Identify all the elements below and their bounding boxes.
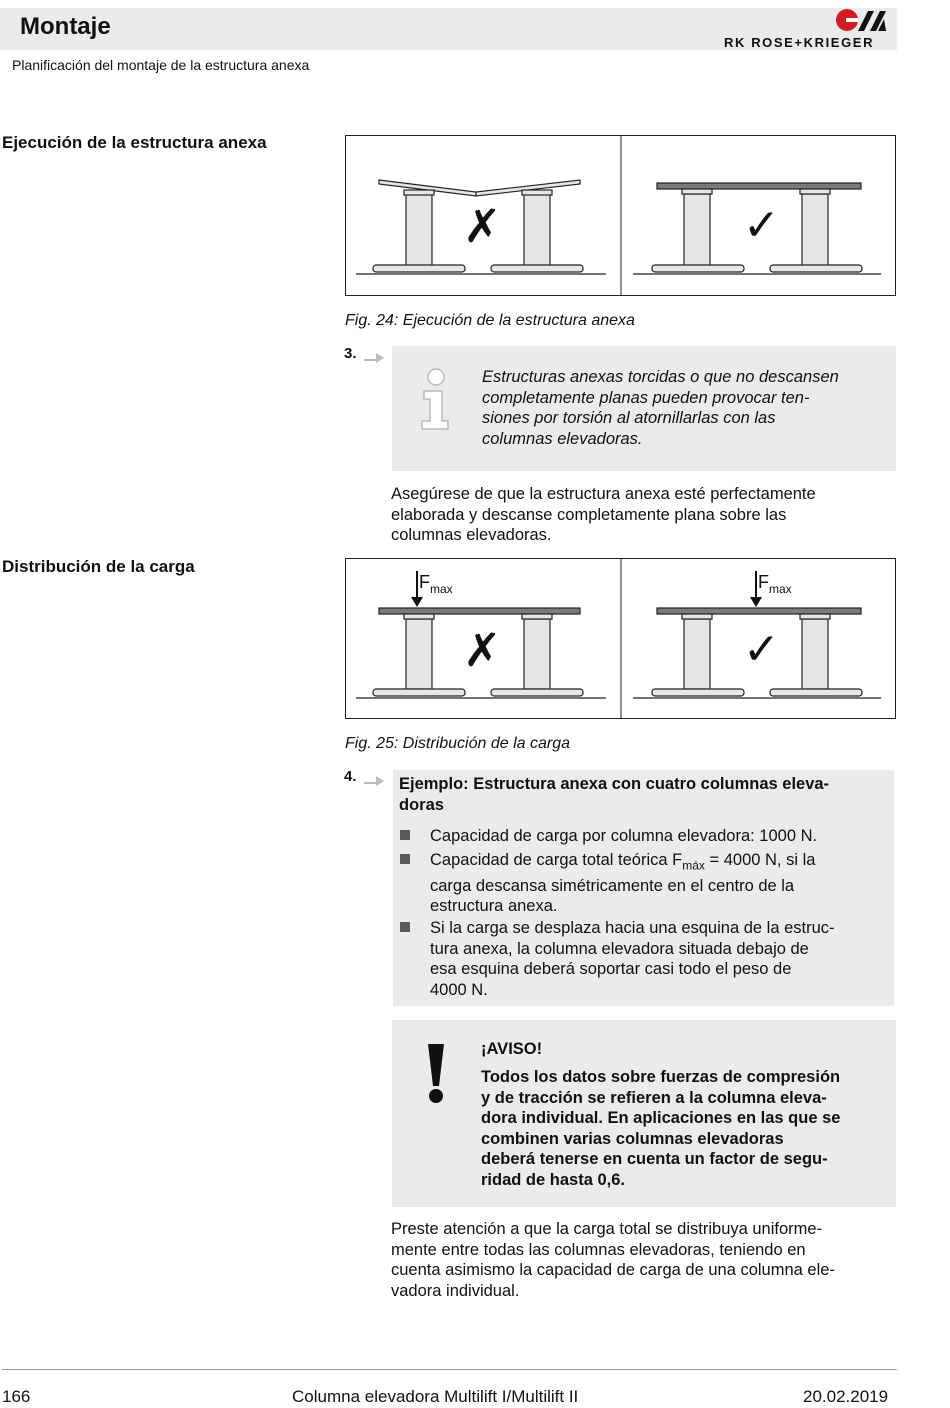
figure-25-caption: Fig. 25: Distribución de la carga <box>345 735 570 752</box>
section-title-carga: Distribución de la carga <box>2 557 195 576</box>
correct-load-panel <box>633 571 881 698</box>
force-label: F <box>419 572 430 592</box>
step-4-number: 4. <box>344 768 357 785</box>
check-mark-icon: ✓ <box>743 200 780 251</box>
bullet-square-icon <box>400 830 410 840</box>
force-label: F <box>758 572 769 592</box>
page-title: Montaje <box>20 13 111 40</box>
bullet-3-text: Si la carga se desplaza hacia una esquina de la estruc- tura anexa, la columna elevadora situada debajo de esa esquina deberá soportar casi todo el peso de 4000 N. <box>430 919 835 999</box>
logo-text: RK ROSE+KRIEGER <box>724 35 875 50</box>
bullet-1-text: Capacidad de carga por columna elevadora: 1000 N. <box>430 827 818 845</box>
warning-text: Todos los datos sobre fuerzas de compresión y de tracción se refieren a la columna eleva- dora individual. En aplicaciones en las que se combinen varias columnas elevadoras deberá tenerse en cuenta un factor de segu- ridad de hasta 0,6. <box>481 1068 841 1189</box>
figure-25 <box>345 558 896 719</box>
wrong-panel <box>356 180 606 274</box>
step-3-number: 3. <box>344 345 357 362</box>
exclamation-icon <box>424 1044 448 1104</box>
page-subtitle: Planificación del montaje de la estructura anexa <box>12 57 310 73</box>
document-title: Columna elevadora Multilift I/Multilift II <box>292 1387 579 1406</box>
footer-divider <box>2 1369 897 1370</box>
wrong-load-panel <box>356 571 606 698</box>
correct-panel <box>633 183 881 274</box>
bullet-square-icon <box>400 922 410 932</box>
check-mark-icon: ✓ <box>743 624 780 675</box>
paragraph-flat: Asegúrese de que la estructura anexa esté perfectamente elaborada y descanse completamente plana sobre las columnas elevadoras. <box>391 485 816 544</box>
bullet-2-text: Capacidad de carga total teórica $F_{máx} = 4000$ N, si la carga descansa simétricamente en el centro de la estructura anexa. <box>430 851 816 916</box>
step-arrow-icon <box>364 350 384 364</box>
step-arrow-icon <box>364 773 384 787</box>
page-number: 166 <box>2 1387 31 1406</box>
cross-mark-icon: ✗ <box>463 623 502 677</box>
section-title-estructura: Ejecución de la estructura anexa <box>2 133 267 152</box>
document-date: 20.02.2019 <box>803 1387 889 1406</box>
force-subscript: max <box>769 582 792 596</box>
paragraph-distribution: Preste atención a que la carga total se distribuya uniforme- mente entre todas las columnas elevadoras, teniendo en cuenta asimismo la capacidad de carga de una columna ele- vadora individual. <box>391 1220 835 1300</box>
figure-24-caption: Fig. 24: Ejecución de la estructura anexa <box>345 312 635 329</box>
cross-mark-icon: ✗ <box>463 199 502 253</box>
info-icon <box>418 367 454 431</box>
warning-title: ¡AVISO! <box>481 1040 543 1058</box>
figure-24 <box>345 135 896 296</box>
bullet-square-icon <box>400 854 410 864</box>
example-title: Ejemplo: Estructura anexa con cuatro columnas eleva- doras <box>399 775 830 814</box>
figure-25-drawing <box>346 559 895 718</box>
info-text: Estructuras anexas torcidas o que no descansen completamente planas pueden provocar ten- siones por torsión al atornillarlas con las columnas elevadoras. <box>482 368 839 448</box>
figure-24-drawing <box>346 136 895 295</box>
force-subscript: max <box>430 582 453 596</box>
